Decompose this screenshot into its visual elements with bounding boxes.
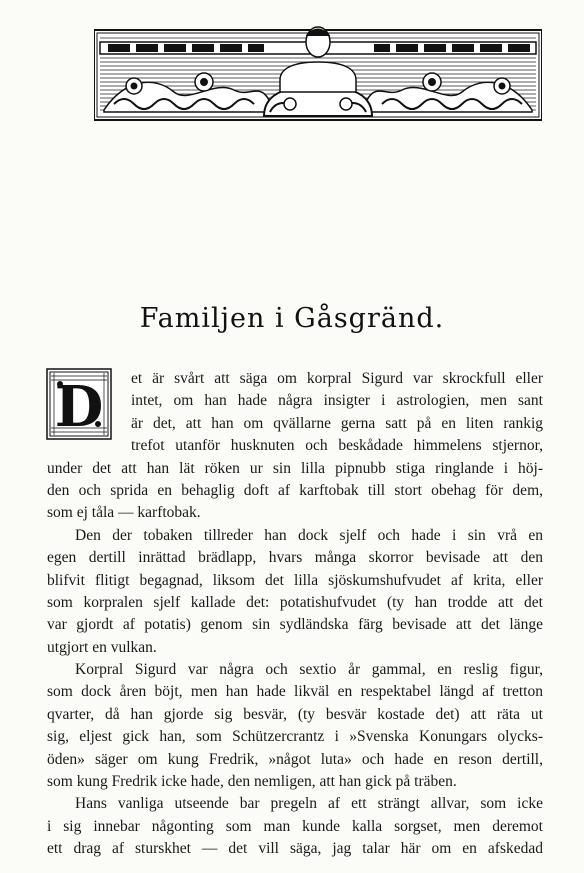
ornamental-headpiece: [94, 20, 542, 124]
text-line: qvarter, då han gjorde sig besvär, (ty besvär kostade det) att räta ut: [47, 705, 543, 723]
body-text: [47, 368, 543, 861]
text-line: Korpral Sigurd var några och sextio år gammal, en reslig figur,: [75, 661, 543, 679]
text-line: intet, om han hade några insigter i astrologien, men sant: [131, 392, 543, 410]
text-line: Hans vanliga utseende bar pregeln af ett strängt allvar, som icke: [75, 795, 543, 813]
text-line: var gjordt af potatis) genom sin sydländska färg bevisade att det länge: [47, 616, 543, 634]
dropcap-letter: D: [54, 374, 104, 440]
text-line: som kung Fredrik icke hade, den nemligen, att han gick på träben.: [47, 773, 457, 791]
text-line: som ej tåla — karftobak.: [47, 504, 201, 522]
paragraph: [47, 368, 543, 525]
text-line: egen dertill inrättad brädlapp, hvars många skorror bevisade att den: [47, 549, 543, 567]
paragraph: [47, 659, 543, 793]
text-line: i sig innebar någonting som man kunde kalla sorgset, men deremot: [47, 817, 543, 835]
text-line: som dock åren böjt, men han hade likväl en respektabel längd af tretton: [47, 683, 543, 701]
text-line: är det, att han om qvällarne gerna satt på en liten rankig: [131, 414, 543, 432]
text-line: blifvit flitigt begagnad, liksom det lilla sjöskumshufvudet af krita, eller: [47, 571, 543, 589]
paragraph: [47, 525, 543, 659]
text-line: Den der tobaken tillreder han dock sjelf och hade i sin vrå en: [75, 526, 543, 544]
text-line: som korpralen sjelf kallade det: potatishufvudet (ty han trodde att det: [47, 593, 543, 611]
text-line: ett drag af sturskhet — det vill säga, jag talar här om en afskedad: [47, 840, 543, 858]
text-line: sig, eljest gick han, som Schützercrantz i »Svenska Konungars olycks-: [47, 728, 543, 746]
text-line: öden» säger om kung Fredrik, »något luta» och hade en reson dertill,: [47, 750, 543, 768]
text-line: under det att han lät röken ur sin lilla pipnubb stiga ringlande i höj-: [47, 459, 543, 477]
text-line: den och sprida en behaglig doft af karftobak till stort obehag för dem,: [47, 481, 543, 499]
chapter-title: Familjen i Gåsgränd.: [139, 303, 445, 334]
paragraph: [47, 793, 543, 860]
text-line: trefot utanför husknuten och beskådade himmelens stjernor,: [131, 437, 543, 455]
text-line: utgjort en vulkan.: [47, 638, 157, 656]
text-line: et är svårt att säga om korpral Sigurd var skrockfull eller: [131, 370, 543, 387]
